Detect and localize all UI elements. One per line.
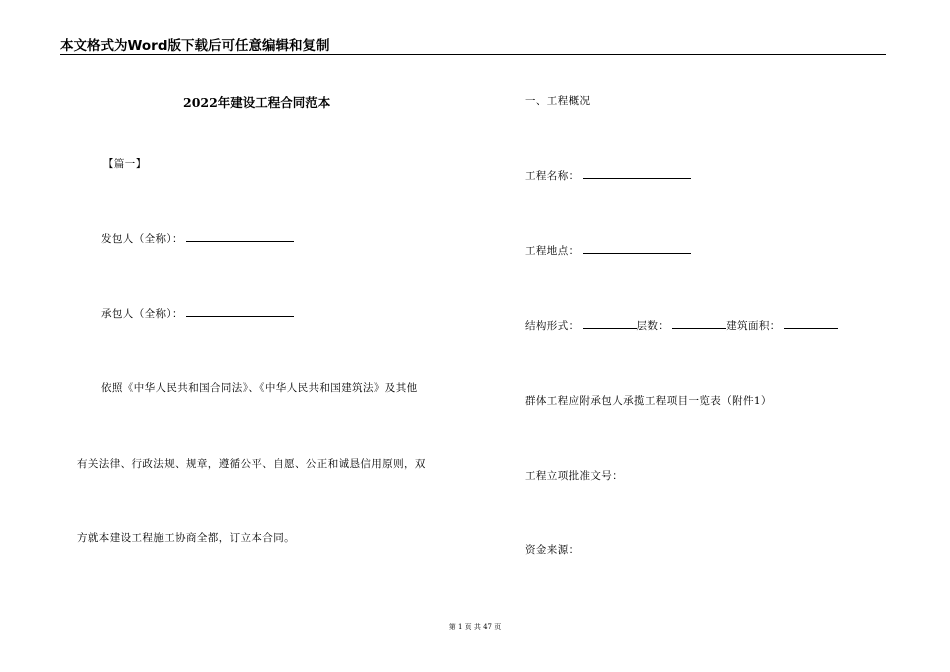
contractor-label: 承包人（全称）： bbox=[101, 308, 183, 320]
document-title: 2022年建设工程合同范本 bbox=[183, 95, 331, 110]
project-name-field bbox=[525, 168, 691, 183]
contractor-blank[interactable] bbox=[186, 306, 294, 317]
employer-label: 发包人（全称）： bbox=[101, 233, 183, 245]
paragraph-line: 有关法律、行政法规、规章，遵循公平、自愿、公正和诚恳信用原则，双 bbox=[77, 458, 426, 470]
structure-field-row bbox=[525, 318, 838, 333]
header-text: 本文格式为Word版下载后可任意编辑和复制 bbox=[60, 38, 330, 54]
project-location-label: 工程地点： bbox=[525, 245, 580, 257]
floors-blank[interactable] bbox=[672, 318, 726, 329]
floors-label: 层数： bbox=[636, 320, 670, 332]
paragraph-line: 方就本建设工程施工协商全都，订立本合同。 bbox=[77, 532, 295, 544]
area-label: 建筑面积： bbox=[726, 320, 781, 332]
section-heading-project-overview: 一、工程概况 bbox=[525, 95, 591, 107]
area-blank[interactable] bbox=[784, 318, 838, 329]
funding-source-label: 资金来源： bbox=[525, 544, 580, 556]
project-name-label: 工程名称： bbox=[525, 170, 580, 182]
approval-number-label: 工程立项批准文号： bbox=[525, 470, 624, 482]
structure-label: 结构形式： bbox=[525, 320, 580, 332]
employer-blank[interactable] bbox=[186, 231, 294, 242]
group-project-note: 群体工程应附承包人承揽工程项目一览表（附件1） bbox=[525, 395, 772, 407]
employer-field bbox=[101, 231, 294, 246]
page-number: 第 1 页 共 47 页 bbox=[448, 623, 502, 631]
section-heading-part-one: 【篇一】 bbox=[103, 158, 147, 170]
project-location-field bbox=[525, 243, 691, 258]
project-location-blank[interactable] bbox=[583, 243, 691, 254]
paragraph-line: 依照《中华人民共和国合同法》、《中华人民共和国建筑法》及其他 bbox=[101, 382, 418, 394]
contractor-field bbox=[101, 306, 294, 321]
structure-blank[interactable] bbox=[583, 318, 637, 329]
document-header bbox=[60, 34, 886, 55]
project-name-blank[interactable] bbox=[583, 168, 691, 179]
